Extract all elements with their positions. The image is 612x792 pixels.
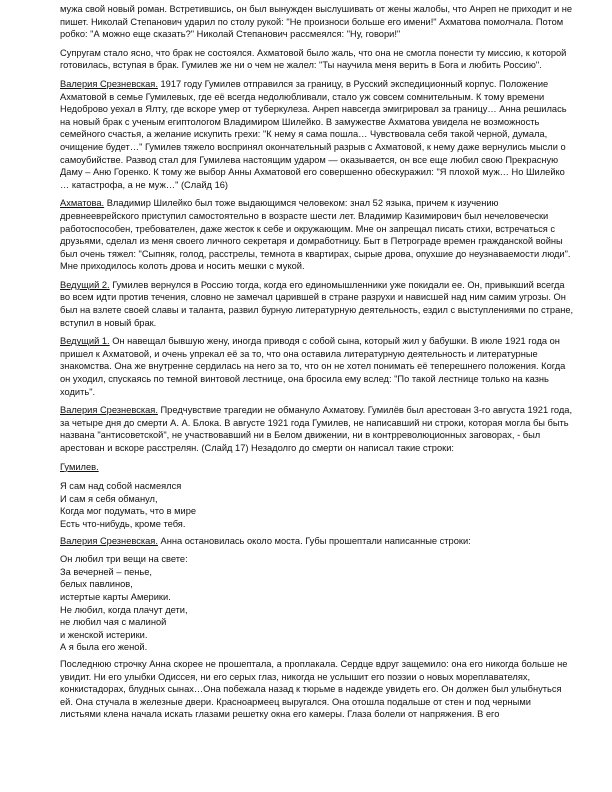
speaker-label: Валерия Срезневская. <box>60 78 158 89</box>
speaker-label: Ведущий 2. <box>60 279 110 290</box>
poem-line: Не любил, когда плачут дети, <box>60 604 188 615</box>
poem-line: А я была его женой. <box>60 642 148 653</box>
paragraph <box>60 47 574 72</box>
paragraph-text: мужа свой новый роман. Встретившись, он был вынужден выслушивать от жены жалобы, что Анреп не приходит и не пишет. Николай Степанович ударил по столу рукой: "Не произноси больше его имени!" Ахматова помолчала. Потом робко: "А можно еще сказать?" Николай Степанович рассмеялся: "Ну, говори!" <box>60 4 573 40</box>
poem-line: истертые карты Америки. <box>60 591 171 602</box>
paragraph <box>60 78 574 191</box>
speaker-label: Ахматова. <box>60 198 105 209</box>
paragraph <box>60 197 574 273</box>
paragraph <box>60 535 574 548</box>
poem-line: Есть что-нибудь, кроме тебя. <box>60 518 186 529</box>
speaker-label: Ведущий 1. <box>60 336 110 347</box>
poem-line: белых павлинов, <box>60 579 133 590</box>
paragraph-text: Он навещал бывшую жену, иногда приводя с собой сына, который жил у бабушки. В июле 1921 года он пришел к Ахматовой, и очень упрекал её за то, что она оставила литературную деятельность и литературные знакомства. Она же внутренне сердилась на него за то, что он не хотел понимать её теперешнего положения. Когда он уходил, спускаясь по темной винтовой лестнице, она бросила ему вслед: "По такой лестнице только на казнь ходить". <box>60 336 566 397</box>
poem-line: Я сам над собой насмеялся <box>60 481 182 492</box>
paragraph <box>60 335 574 398</box>
paragraph <box>60 3 574 41</box>
poem-line: не любил чая с малиной <box>60 617 167 628</box>
poem-line: и женской истерики. <box>60 629 148 640</box>
paragraph <box>60 658 574 721</box>
speaker-label: Валерия Срезневская. <box>60 535 158 546</box>
paragraph-text: Гумилев вернулся в Россию тогда, когда его единомышленники уже покидали ее. Он, привыкший всегда во всем идти против течения, словно не замечал царившей в стране разрухи и нависшей над ним самим угрозы. Он был на взлете своей славы и таланта, развил бурную литературную деятельность, ездил с выступлениями по стране, вступил в новый брак. <box>60 279 574 328</box>
poem-line: Когда мог подумать, что в мире <box>60 506 197 517</box>
paragraph-text: Супругам стало ясно, что брак не состоялся. Ахматовой было жаль, что она не смогла понести ту миссию, к которой готовилась, вступая в брак. Гумилев же ни о чем не жалел: "Ты научила меня верить в Бога и любить Россию". <box>60 47 567 71</box>
poem-line: За вечерней – пенье, <box>60 566 153 577</box>
poem-line: Он любил три вещи на свете: <box>60 554 188 565</box>
paragraph <box>60 279 574 329</box>
poem-gumilev <box>60 480 574 530</box>
poem-line: И сам я себя обманул, <box>60 493 158 504</box>
poem-title: Гумилев. <box>60 461 99 472</box>
speaker-label: Валерия Срезневская. <box>60 405 158 416</box>
paragraph-text: Предчувствие трагедии не обмануло Ахматову. Гумилёв был арестован 3-го августа 1921 года, за четыре дня до смерти А. А. Блока. В августе 1921 года Гумилев, не написавший ни строки, которая могла бы быть названа "антисоветской", не участвовавший ни в Белом движении, ни в контрреволюционных заговорах, - был арестован и вскоре расстрелян. (Слайд 17) Незадолго до смерти он написал такие строки: <box>60 405 573 453</box>
paragraph-text: Анна остановилась около моста. Губы прошептали написанные строки: <box>157 535 471 546</box>
poem-akhmatova <box>60 553 574 654</box>
paragraph-text: Владимир Шилейко был тоже выдающимся человеком: знал 52 языка, причем к изучению древнееврейского приступил самостоятельно в возрасте шести лет. Владимир Казимирович был нечеловечески работоспособен, требователен, даже жесток к себе и окружающим. Мне он запрещал писать стихи, встречаться с друзьями, сделал из меня своего личного секретаря и домработницу. Быт в Петрограде времен гражданской войны был очень тяжел: "Сыпняк, голод, расстрелы, темнота в квартирах, сырые дрова, опухшие до неузнаваемости люди". Мне приходилось колоть дрова и носить мешки с мукой. <box>60 198 571 272</box>
paragraph <box>60 404 574 454</box>
paragraph-text: Последнюю строчку Анна скорее не прошептала, а проплакала. Сердце вдруг защемило: она его никогда больше не увидит. Ни его улыбки Одиссея, ни его серых глаз, никогда не услышит его поэзии о новых мореплавателях, конкистадорах, блудных сынах…Она побежала назад к тюрьме в надежде увидеть его. Он должен был улыбнуться ей. Она стучала в железные двери. Красноармеец выругался. Она отошла подальше от стен и под черными листьями клена начала искать глазами решетку окна его камеры. Глаза болели от напряжения. В его <box>60 658 568 720</box>
paragraph-text: 1917 году Гумилев отправился за границу, в Русский экспедиционный корпус. Положение Ахматовой в семье Гумилевых, где её всегда недолюбливали, стало уж совсем сомнительным. К тому времени Недоброво уехал в Ялту, где вскоре умер от туберкулеза. Анреп навсегда эмигрировал за границу… Анна решилась на новый брак с ученым египтологом Владимиром Шилейко. В замужестве Ахматова увидела не возможность семейного счастья, а желание искупить грехи: "К нему я сама пошла… Чувствовала себя такой черной, думала, очищение будет…" Гумилев тяжело воспринял окончательный разрыв с Ахматовой, к нему даже вернулись мысли о самоубийстве. Развод стал для Гумилева настоящим ударом — оказывается, он все еще любил свою Прекрасную Даму – Аню Горенко. К тому же выбор Анны Ахматовой его совершенно обескуражил: "Я плохой муж… Но Шилейко … катастрофа, а не муж…" (Слайд 16) <box>60 78 567 190</box>
